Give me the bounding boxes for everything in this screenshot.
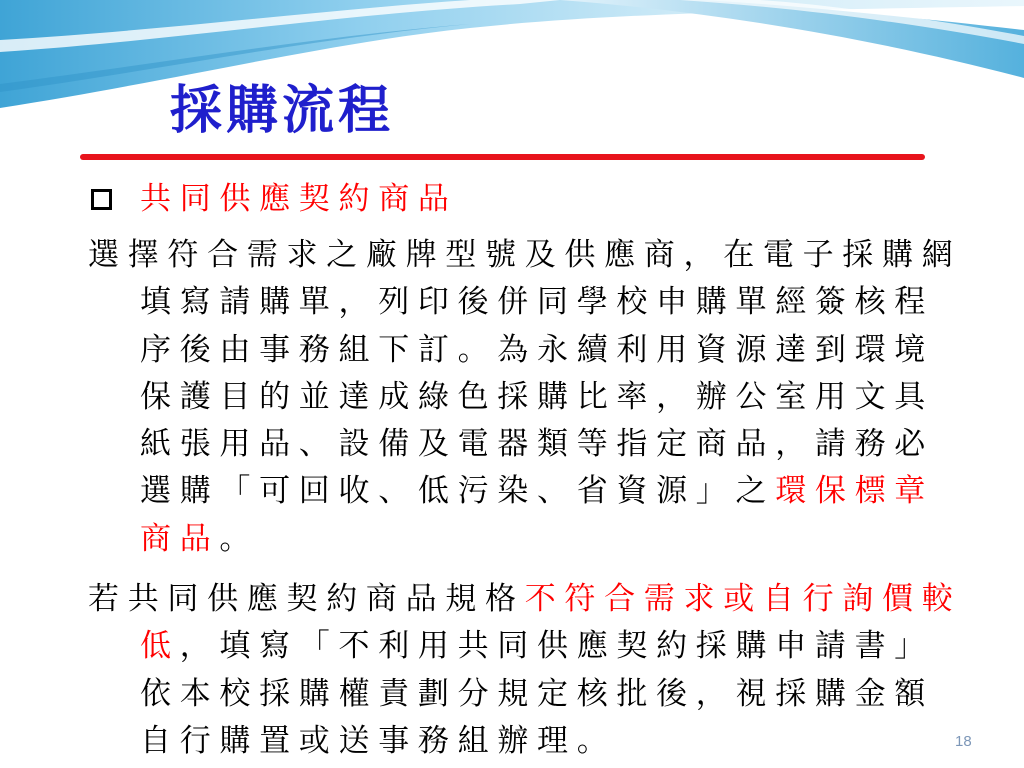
line-text: 填寫請購單，列印後併同學校申購單經簽核程 [140,284,934,321]
paragraph-line [88,279,961,326]
paragraph-line [88,623,961,670]
paragraph-line [88,327,961,374]
page-number: 18 [955,733,972,750]
emphasis-text: 不符合需求或自行詢價較 [524,581,962,617]
header-wave-decoration [0,0,1024,130]
paragraph-exception [88,576,961,765]
paragraph-line [88,232,961,279]
line-text: 保護目的並達成綠色採購比率，辦公室用文具 [140,378,934,415]
paragraph-line [88,421,961,468]
emphasis-text: 商品 [140,520,220,557]
slide-title: 採購流程 [170,80,395,141]
emphasis-text: 低 [140,628,180,665]
title-underline-rule [80,154,925,160]
paragraph-procedure [88,232,961,563]
line-text: 若共同供應契約商品規格 [88,581,525,617]
paragraph-line [88,468,961,515]
line-text: 選擇符合需求之廠牌型號及供應商，在電子採購網 [88,237,962,273]
line-text: ，填寫「不利用共同供應契約採購申請書」 [179,628,935,665]
line-text: 紙張用品、設備及電器類等指定商品，請務必 [140,426,934,463]
emphasis-text: 環保標章 [775,473,935,510]
hollow-square-bullet-icon [91,189,112,210]
paragraph-line [88,671,961,718]
line-text: 選購「可回收、低污染、省資源」之 [140,473,776,510]
line-text: 依本校採購權責劃分規定核批後，視採購金額 [140,675,934,712]
paragraph-line [88,576,961,623]
paragraph-line [88,718,961,765]
paragraph-line [88,374,961,421]
line-text: 。 [219,520,260,557]
paragraph-line [88,516,961,563]
line-text: 自行購置或送事務組辦理。 [140,722,617,759]
bullet-heading: 共同供應契約商品 [140,181,458,217]
line-text: 序後由事務組下訂。為永續利用資源達到環境 [140,331,934,368]
